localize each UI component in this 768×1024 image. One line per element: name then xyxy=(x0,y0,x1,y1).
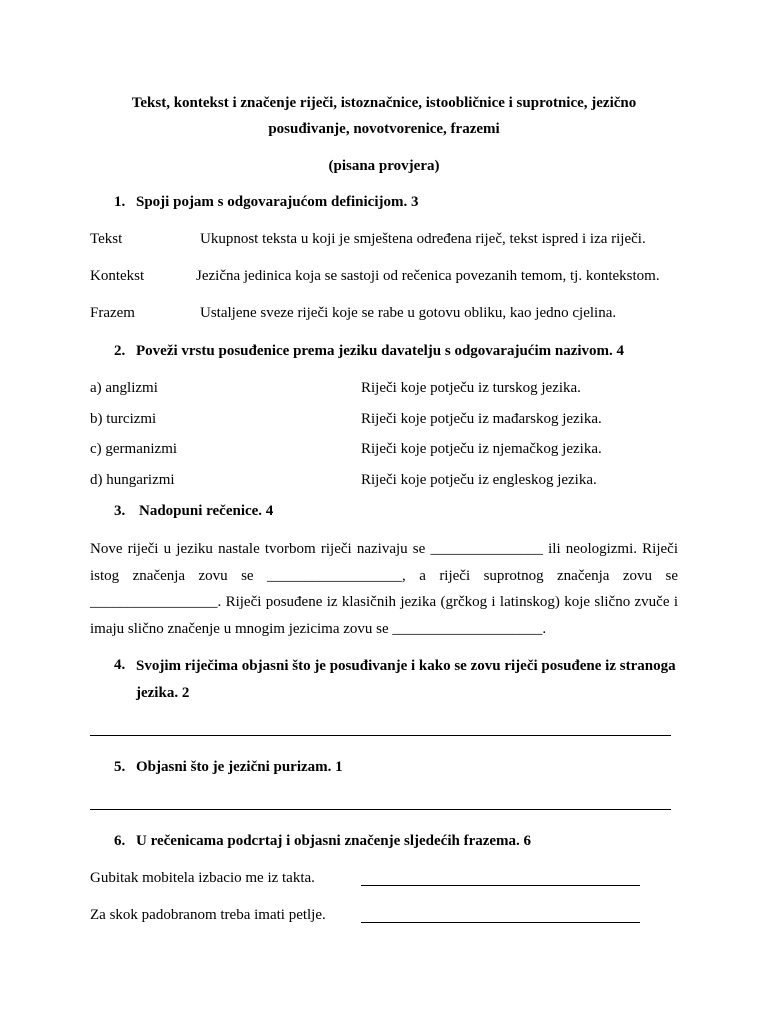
q5-answer-line[interactable] xyxy=(90,809,671,810)
q5-number: 5. xyxy=(114,759,126,775)
q1-definition-3: Ustaljene sveze riječi koje se rabe u gotovu obliku, kao jedno cjelina. xyxy=(200,305,617,321)
q6-answer-line-1[interactable] xyxy=(361,885,640,886)
q3-fill-in-paragraph: Nove riječi u jeziku nastale tvorbom riječi nazivaju se _______________ ili neologizmi. Riječi istog značenja zovu se __________________, a riječi suprotnog značenja zovu se _________________. Riječi posuđene iz klasičnih jezika (grčkog i latinskog) koje slično zvuče i imaju slično značenje u mnogim jezicima zovu se ____________________. xyxy=(90,541,678,637)
document-title xyxy=(90,90,678,142)
q2-definition-4: Riječi koje potječu iz engleskog jezika. xyxy=(361,472,597,488)
q6-text: U rečenicama podcrtaj i objasni značenje sljedećih frazema. 6 xyxy=(136,833,532,849)
q2-number: 2. xyxy=(114,343,126,359)
q2-definition-1: Riječi koje potječu iz turskog jezika. xyxy=(361,380,581,396)
q2-item-a: a) anglizmi xyxy=(90,380,158,396)
q3-text: Nadopuni rečenice. 4 xyxy=(139,503,274,519)
q1-definition-2: Jezična jedinica koja se sastoji od rečenica povezanih temom, tj. kontekstom. xyxy=(196,268,660,284)
q2-item-c: c) germanizmi xyxy=(90,441,178,457)
q6-sentence-2: Za skok padobranom treba imati petlje. xyxy=(90,907,326,923)
q1-term-2: Kontekst xyxy=(90,268,145,284)
q6-answer-line-2[interactable] xyxy=(361,922,640,923)
q2-definition-2: Riječi koje potječu iz mađarskog jezika. xyxy=(361,411,602,427)
q1-text: Spoji pojam s odgovarajućom definicijom. 3 xyxy=(136,194,419,210)
q6-number: 6. xyxy=(114,833,126,849)
q2-item-b: b) turcizmi xyxy=(90,411,157,427)
q2-definition-3: Riječi koje potječu iz njemačkog jezika. xyxy=(361,441,602,457)
q4-answer-line[interactable] xyxy=(90,735,671,736)
q6-sentence-1: Gubitak mobitela izbacio me iz takta. xyxy=(90,870,315,886)
q4-number: 4. xyxy=(114,657,126,673)
q1-term-3: Frazem xyxy=(90,305,135,321)
q1-term-1: Tekst xyxy=(90,231,123,247)
document-subtitle: (pisana provjera) xyxy=(328,158,440,174)
q2-text: Poveži vrstu posuđenice prema jeziku davatelju s odgovarajućim nazivom. 4 xyxy=(136,343,625,359)
q2-item-d: d) hungarizmi xyxy=(90,472,175,488)
q3-number: 3. xyxy=(114,503,126,519)
q1-number: 1. xyxy=(114,194,126,210)
q1-definition-1: Ukupnost teksta u koji je smještena određena riječ, tekst ispred i iza riječi. xyxy=(200,231,646,247)
title-line-2: posuđivanje, novotvorenice, frazemi xyxy=(268,121,500,137)
title-line-1: Tekst, kontekst i značenje riječi, istoznačnice, istoobličnice i suprotnice, jezično xyxy=(131,95,637,111)
q5-text: Objasni što je jezični purizam. 1 xyxy=(136,759,343,775)
q4-text: Svojim riječima objasni što je posuđivanje i kako se zovu riječi posuđene iz stranoga jezika. 2 xyxy=(136,658,676,701)
